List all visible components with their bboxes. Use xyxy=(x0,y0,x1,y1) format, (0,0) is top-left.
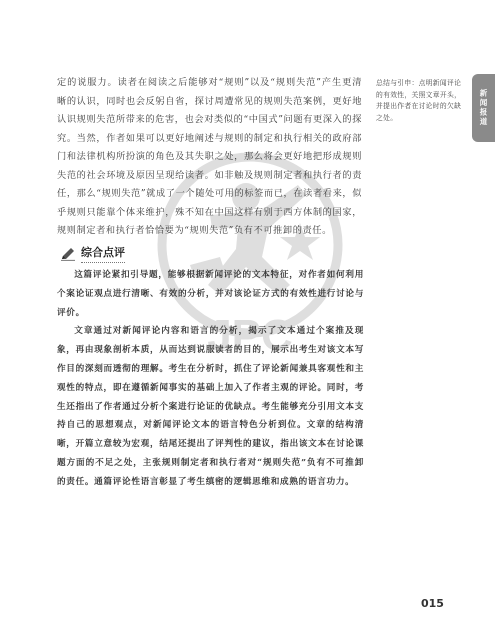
commentary-block xyxy=(57,266,364,492)
section-tab[interactable] xyxy=(472,74,495,142)
section-tab-label: 新闻报道 xyxy=(479,89,488,127)
page-number: 015 xyxy=(421,597,444,610)
section-title: 综合点评 xyxy=(81,244,125,263)
commentary-paragraph: 这篇评论紧扣引导题，能够根据新闻评论的文本特征，对作者如何利用个案论证观点进行清晰、有效的分析，并对该论证方式的有效性进行讨论与评价。 xyxy=(57,270,364,318)
section-heading xyxy=(60,244,125,263)
pencil-icon xyxy=(60,247,76,261)
body-paragraph: 定的说服力。读者在阅读之后能够对“规则”以及“规则失范”产生更清晰的认识，同时也会反躬自省，探讨周遭常见的规则失范案例，更好地认识规则失范所带来的危害，也会对类似的“中国式”问题有更深入的探究。当然，作者如果可以更好地阐述与规则的制定和执行相关的政府部门和法律机构所扮演的角色及其失职之处，那么将会更好地把形成规则失范的社会环境及原因呈现给读者。如非触及规则制定者和执行者的责任，那么“规则失范”就成了一个随处可用的标签而已，在读者看来，似乎规则只能靠个体来维护，殊不知在中国这样有别于西方体制的国家，规则制定者和执行者恰恰要为“规则失范”负有不可推卸的责任。 xyxy=(57,77,362,236)
side-annotation: 总结与引申：点明新闻评论的有效性，关照文章开头，并提出作者在讨论时的欠缺之处。 xyxy=(376,79,462,122)
watermark-text: JPC xyxy=(207,311,293,360)
commentary-paragraph: 文章通过对新闻评论内容和语言的分析，揭示了文本通过个案推及现象，再由现象剖析本质，从而达到说服读者的目的，展示出考生对该文本写作目的深刻而透彻的理解。考生在分析时，抓住了评论新闻兼具客观性和主观性的特点，即在遵循新闻事实的基础上加入了作者主观的评论。同时，考生还指出了作者通过分析个案进行论证的优缺点。考生能够充分引用文本支持自己的思想观点，对新闻评论文本的语言特色分析到位。文章的结构清晰，开篇立意较为宏观，结尾还提出了评判性的建议，指出该文本在讨论课题方面的不足之处，主张规则制定者和执行者对“规则失范”负有不可推卸的责任。通篇评论性语言彰显了考生缜密的逻辑思维和成熟的语言功力。 xyxy=(57,326,364,487)
